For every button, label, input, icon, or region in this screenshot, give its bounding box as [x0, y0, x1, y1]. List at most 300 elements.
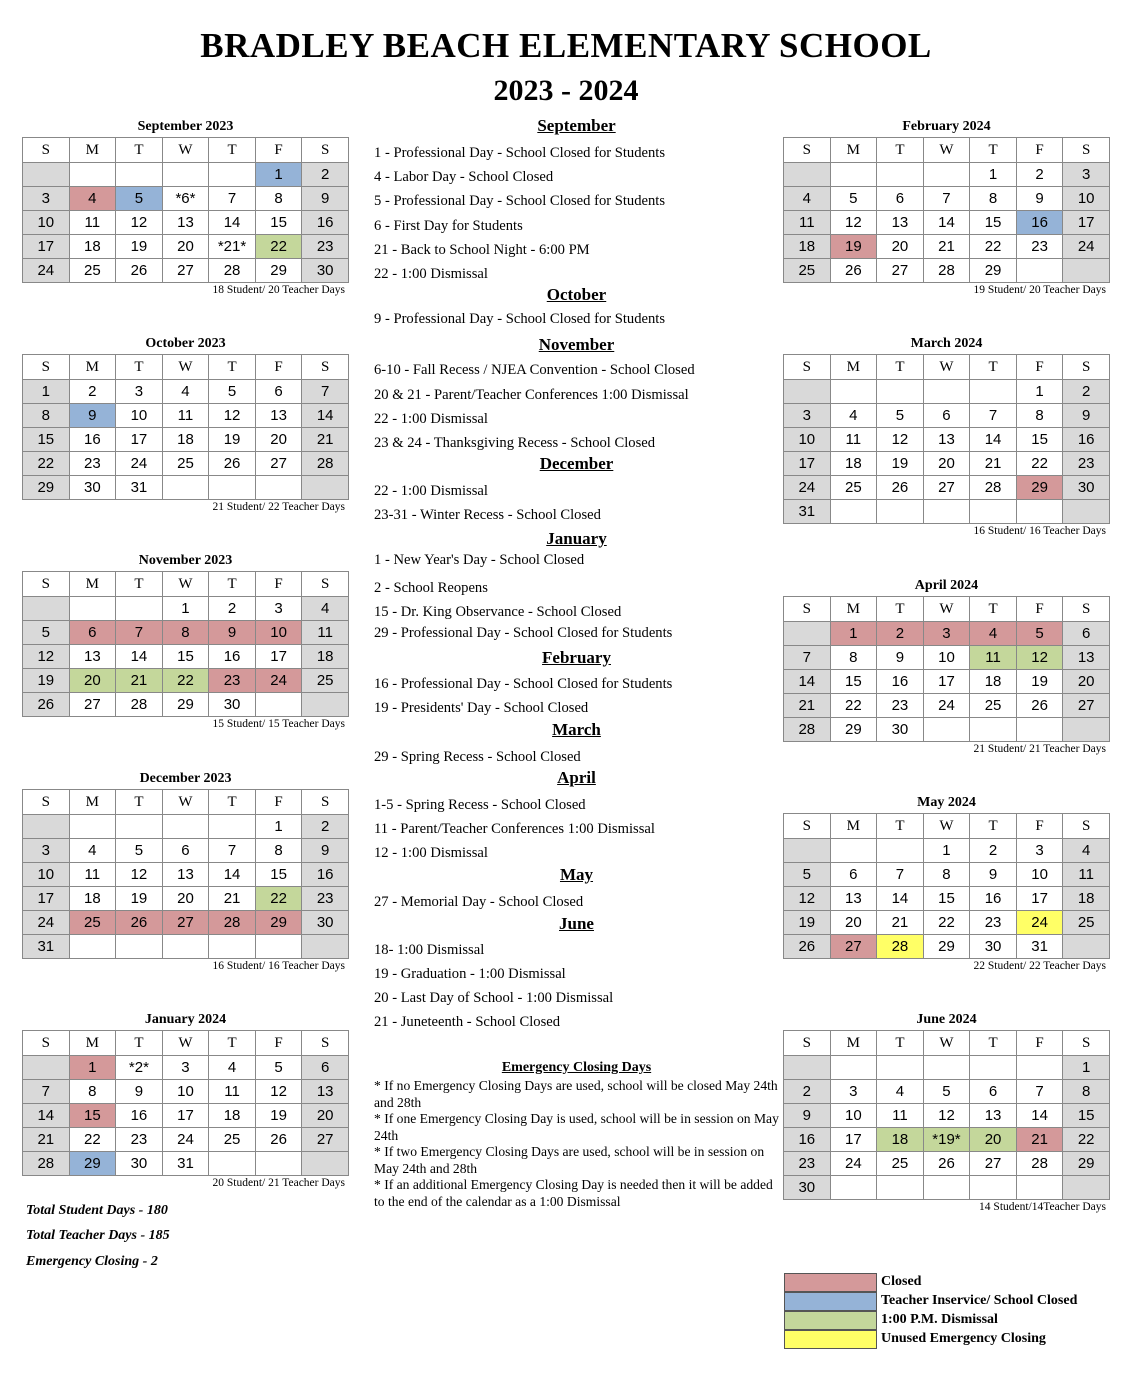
- calendar-day-cell: 3: [1016, 839, 1063, 863]
- calendar-day-cell: 4: [302, 597, 349, 621]
- calendar-day-cell: 4: [877, 1080, 924, 1104]
- calendar-day-cell: 12: [830, 211, 877, 235]
- calendar-week-row: [784, 646, 1110, 670]
- calendar-day-cell: 26: [877, 476, 924, 500]
- calendar-day-cell: 30: [209, 693, 256, 717]
- calendar-day-cell: 16: [209, 645, 256, 669]
- weekday-header: M: [830, 138, 877, 163]
- calendar-month-title: February 2024: [902, 119, 991, 134]
- calendar-day-cell: 7: [784, 646, 831, 670]
- calendar-day-cell: 29: [1016, 476, 1063, 500]
- calendar-day-cell: 15: [255, 863, 302, 887]
- weekday-header: F: [1016, 355, 1063, 380]
- calendar-day-cell: 22: [970, 235, 1017, 259]
- calendar-week-row: [23, 211, 349, 235]
- calendar-day-cell: 13: [162, 863, 209, 887]
- calendar-day-cell: 13: [970, 1104, 1017, 1128]
- calendar-day-cell: [970, 380, 1017, 404]
- calendar-week-row: [23, 235, 349, 259]
- calendar-day-cell: 7: [23, 1080, 70, 1104]
- calendar-day-cell: 15: [162, 645, 209, 669]
- calendar-day-cell: 15: [69, 1104, 116, 1128]
- calendar-grid: [783, 1030, 1110, 1200]
- calendar-day-cell: 25: [877, 1152, 924, 1176]
- calendar-day-cell: [877, 500, 924, 524]
- calendar-day-cell: 1: [162, 597, 209, 621]
- calendar-day-cell: 25: [830, 476, 877, 500]
- event-item: 16 - Professional Day - School Closed for Students: [374, 676, 673, 692]
- calendar-day-cell: 26: [923, 1152, 970, 1176]
- calendar-day-cell: [784, 839, 831, 863]
- calendar-day-cell: 5: [923, 1080, 970, 1104]
- calendar-day-cell: 9: [877, 646, 924, 670]
- calendar-week-row: [23, 1152, 349, 1176]
- calendar-day-cell: [116, 163, 163, 187]
- event-item: 23-31 - Winter Recess - School Closed: [374, 507, 601, 523]
- calendar-day-cell: 19: [255, 1104, 302, 1128]
- events-month-heading: September: [537, 116, 616, 135]
- calendar-day-cell: 11: [970, 646, 1017, 670]
- calendar-day-cell: [877, 839, 924, 863]
- event-item: 6-10 - Fall Recess / NJEA Convention - School Closed: [374, 362, 695, 378]
- weekday-header-row: [784, 597, 1110, 622]
- calendar-day-cell: 10: [23, 863, 70, 887]
- event-item: 19 - Presidents' Day - School Closed: [374, 700, 589, 716]
- calendar-day-cell: 15: [923, 887, 970, 911]
- calendar-day-cell: 4: [784, 187, 831, 211]
- calendar-week-row: [784, 259, 1110, 283]
- calendar-day-cell: 30: [877, 718, 924, 742]
- calendar-day-cell: 25: [69, 259, 116, 283]
- calendar-day-cell: [209, 476, 256, 500]
- weekday-header: W: [923, 355, 970, 380]
- calendar-day-cell: 29: [69, 1152, 116, 1176]
- calendar-day-cell: 6: [877, 187, 924, 211]
- calendar-day-cell: 14: [1016, 1104, 1063, 1128]
- weekday-header: W: [162, 355, 209, 380]
- calendar-day-cell: 5: [23, 621, 70, 645]
- calendar-day-cell: 16: [877, 670, 924, 694]
- weekday-header-row: [23, 790, 349, 815]
- calendar-day-cell: 29: [255, 259, 302, 283]
- calendar-day-cell: 4: [69, 839, 116, 863]
- weekday-header: F: [255, 572, 302, 597]
- calendar-day-cell: [877, 1056, 924, 1080]
- weekday-header: W: [162, 138, 209, 163]
- calendar-day-cell: 26: [209, 452, 256, 476]
- calendar-day-cell: 1: [1063, 1056, 1110, 1080]
- calendar-day-cell: [255, 476, 302, 500]
- calendar-day-cell: 18: [69, 235, 116, 259]
- calendar-day-cell: 28: [923, 259, 970, 283]
- calendar-day-cell: 30: [970, 935, 1017, 959]
- calendar-day-cell: 17: [784, 452, 831, 476]
- calendar-day-cell: [1063, 1176, 1110, 1200]
- event-item: 12 - 1:00 Dismissal: [374, 845, 488, 861]
- weekday-header: S: [784, 355, 831, 380]
- calendar-day-cell: *2*: [116, 1056, 163, 1080]
- event-item: 27 - Memorial Day - School Closed: [374, 894, 584, 910]
- calendar-day-cell: [116, 815, 163, 839]
- calendar-day-cell: 3: [923, 622, 970, 646]
- calendar-day-cell: 14: [23, 1104, 70, 1128]
- calendar-day-cell: 26: [1016, 694, 1063, 718]
- calendar-march-2024: [783, 334, 1110, 538]
- calendar-day-cell: 5: [116, 187, 163, 211]
- calendar-day-cell: 28: [116, 693, 163, 717]
- weekday-header: T: [209, 355, 256, 380]
- calendar-grid: [22, 354, 349, 500]
- calendar-day-cell: 19: [23, 669, 70, 693]
- calendar-day-cell: [970, 718, 1017, 742]
- calendar-week-row: [784, 500, 1110, 524]
- calendar-day-cell: [23, 1056, 70, 1080]
- calendar-week-row: [784, 380, 1110, 404]
- calendar-day-cell: 24: [830, 1152, 877, 1176]
- weekday-header: S: [1063, 138, 1110, 163]
- calendar-day-cell: *21*: [209, 235, 256, 259]
- weekday-header: S: [23, 790, 70, 815]
- calendar-grid: [783, 813, 1110, 959]
- calendar-day-cell: 31: [162, 1152, 209, 1176]
- weekday-header: W: [923, 138, 970, 163]
- calendar-day-cell: 20: [255, 428, 302, 452]
- weekday-header-row: [784, 814, 1110, 839]
- calendar-day-cell: 29: [923, 935, 970, 959]
- calendar-day-cell: 17: [23, 235, 70, 259]
- weekday-header: W: [162, 790, 209, 815]
- calendar-day-cell: 19: [1016, 670, 1063, 694]
- calendar-day-cell: 25: [209, 1128, 256, 1152]
- calendar-day-cell: [69, 815, 116, 839]
- calendar-day-cell: 13: [923, 428, 970, 452]
- calendar-day-cell: 12: [923, 1104, 970, 1128]
- calendar-day-cell: 22: [69, 1128, 116, 1152]
- calendar-day-cell: 9: [1016, 187, 1063, 211]
- calendar-day-cell: [1063, 718, 1110, 742]
- calendar-day-cell: 27: [162, 911, 209, 935]
- calendar-day-cell: 6: [830, 863, 877, 887]
- calendar-day-cell: [830, 500, 877, 524]
- calendar-day-cell: [970, 1176, 1017, 1200]
- calendar-day-cell: 24: [784, 476, 831, 500]
- calendar-day-cell: [209, 163, 256, 187]
- calendar-day-cell: 31: [784, 500, 831, 524]
- calendar-week-row: [23, 404, 349, 428]
- event-item: 29 - Spring Recess - School Closed: [374, 749, 581, 765]
- weekday-header: T: [970, 1031, 1017, 1056]
- weekday-header: S: [23, 572, 70, 597]
- calendar-day-cell: [1016, 1176, 1063, 1200]
- calendar-day-cell: 14: [784, 670, 831, 694]
- calendar-day-cell: [209, 815, 256, 839]
- calendar-grid: [22, 789, 349, 959]
- calendar-day-cell: 1: [970, 163, 1017, 187]
- event-item: 29 - Professional Day - School Closed for Students: [374, 625, 673, 641]
- calendar-week-row: [23, 187, 349, 211]
- calendar-grid: [783, 354, 1110, 524]
- event-item: 9 - Professional Day - School Closed for Students: [374, 311, 666, 327]
- calendar-day-cell: 25: [162, 452, 209, 476]
- calendar-day-cell: [970, 1056, 1017, 1080]
- calendar-day-cell: 4: [1063, 839, 1110, 863]
- calendar-day-cell: 12: [116, 211, 163, 235]
- calendar-week-row: [784, 1176, 1110, 1200]
- calendar-week-row: [23, 935, 349, 959]
- calendar-day-cell: 26: [23, 693, 70, 717]
- calendar-day-cell: 30: [1063, 476, 1110, 500]
- calendar-day-cell: 13: [830, 887, 877, 911]
- calendar-day-cell: 21: [302, 428, 349, 452]
- calendar-day-cell: 12: [877, 428, 924, 452]
- calendar-day-cell: 20: [877, 235, 924, 259]
- event-item: 19 - Graduation - 1:00 Dismissal: [374, 966, 566, 982]
- calendar-day-cell: 10: [830, 1104, 877, 1128]
- calendar-day-cell: [784, 380, 831, 404]
- calendar-day-cell: 19: [209, 428, 256, 452]
- calendar-day-cell: 28: [209, 259, 256, 283]
- calendar-day-cell: [23, 597, 70, 621]
- weekday-header: S: [1063, 1031, 1110, 1056]
- calendar-day-cell: 27: [970, 1152, 1017, 1176]
- calendar-november-2023: [22, 551, 349, 731]
- calendar-day-cell: 10: [1016, 863, 1063, 887]
- calendar-day-cell: 15: [1063, 1104, 1110, 1128]
- calendar-day-cell: 29: [1063, 1152, 1110, 1176]
- calendar-day-cell: 3: [255, 597, 302, 621]
- calendar-week-row: [23, 1128, 349, 1152]
- event-item: 21 - Juneteenth - School Closed: [374, 1014, 561, 1030]
- calendar-day-cell: 6: [162, 839, 209, 863]
- weekday-header: T: [209, 1031, 256, 1056]
- calendar-day-cell: 18: [69, 887, 116, 911]
- calendar-week-row: [23, 645, 349, 669]
- calendar-week-row: [23, 863, 349, 887]
- weekday-header: T: [970, 597, 1017, 622]
- calendar-week-row: [784, 863, 1110, 887]
- calendar-week-row: [784, 670, 1110, 694]
- calendar-day-cell: 26: [255, 1128, 302, 1152]
- event-item: 22 - 1:00 Dismissal: [374, 483, 488, 499]
- calendar-grid: [22, 571, 349, 717]
- calendar-day-cell: 24: [116, 452, 163, 476]
- calendar-day-cell: 9: [302, 187, 349, 211]
- weekday-header-row: [784, 355, 1110, 380]
- calendar-week-row: [784, 718, 1110, 742]
- calendar-day-cell: 17: [1016, 887, 1063, 911]
- calendar-day-cell: 3: [1063, 163, 1110, 187]
- calendar-day-cell: 28: [970, 476, 1017, 500]
- calendar-week-row: [23, 597, 349, 621]
- calendar-day-cell: 4: [69, 187, 116, 211]
- calendar-day-cell: 23: [69, 452, 116, 476]
- calendar-day-cell: [923, 718, 970, 742]
- school-year: 2023 - 2024: [493, 74, 639, 107]
- calendar-day-cell: 11: [1063, 863, 1110, 887]
- weekday-header: T: [116, 1031, 163, 1056]
- calendar-month-title: September 2023: [137, 119, 234, 134]
- weekday-header: F: [1016, 814, 1063, 839]
- calendar-june-2024: [783, 1010, 1110, 1214]
- event-item: 20 & 21 - Parent/Teacher Conferences 1:00 Dismissal: [374, 387, 689, 403]
- calendar-day-cell: 1: [255, 163, 302, 187]
- event-item: 22 - 1:00 Dismissal: [374, 411, 488, 427]
- calendar-day-cell: 23: [1063, 452, 1110, 476]
- calendar-day-cell: 4: [830, 404, 877, 428]
- calendar-day-cell: 12: [784, 887, 831, 911]
- calendar-day-cell: 27: [162, 259, 209, 283]
- calendar-day-cell: [23, 163, 70, 187]
- calendar-day-cell: 20: [302, 1104, 349, 1128]
- calendar-day-cell: 20: [69, 669, 116, 693]
- calendar-week-row: [784, 839, 1110, 863]
- calendar-day-cell: [923, 1176, 970, 1200]
- calendar-day-cell: 27: [69, 693, 116, 717]
- calendar-week-row: [23, 163, 349, 187]
- events-month-heading: June: [559, 914, 594, 933]
- calendar-day-cell: 18: [162, 428, 209, 452]
- emergency-note: * If an additional Emergency Closing Day is needed then it will be added to the end of the calendar as a 1:00 Dismissal: [374, 1177, 773, 1209]
- calendar-day-cell: 20: [162, 235, 209, 259]
- calendar-day-cell: 12: [23, 645, 70, 669]
- calendar-day-cell: 14: [209, 211, 256, 235]
- calendar-day-cell: 1: [255, 815, 302, 839]
- calendar-day-cell: 2: [209, 597, 256, 621]
- events-month-heading: November: [538, 335, 615, 354]
- calendar-week-row: [784, 1128, 1110, 1152]
- weekday-header: M: [69, 572, 116, 597]
- calendar-day-cell: 24: [23, 259, 70, 283]
- calendar-month-title: November 2023: [138, 553, 233, 568]
- calendar-grid: [783, 596, 1110, 742]
- calendar-day-cell: 30: [302, 911, 349, 935]
- calendar-day-cell: 7: [877, 863, 924, 887]
- legend-label: Teacher Inservice/ School Closed: [881, 1293, 1078, 1308]
- calendar-day-cell: 5: [877, 404, 924, 428]
- calendar-day-cell: 24: [23, 911, 70, 935]
- calendar-day-cell: 28: [877, 935, 924, 959]
- calendar-day-count: 21 Student/ 22 Teacher Days: [212, 501, 345, 513]
- calendar-day-cell: [1016, 500, 1063, 524]
- calendar-day-cell: 22: [162, 669, 209, 693]
- calendar-day-cell: 20: [923, 452, 970, 476]
- calendar-day-cell: 3: [23, 839, 70, 863]
- weekday-header: W: [162, 1031, 209, 1056]
- calendar-month-title: June 2024: [916, 1012, 977, 1027]
- weekday-header: W: [923, 597, 970, 622]
- calendar-week-row: [784, 211, 1110, 235]
- emergency-note: * If two Emergency Closing Days are used, school will be in session on May 24th and 28th: [374, 1144, 765, 1176]
- calendar-day-cell: [970, 500, 1017, 524]
- calendar-day-cell: 3: [23, 187, 70, 211]
- calendar-day-cell: 23: [877, 694, 924, 718]
- calendar-day-cell: 6: [255, 380, 302, 404]
- weekday-header: S: [302, 1031, 349, 1056]
- weekday-header: F: [255, 790, 302, 815]
- calendar-day-cell: 27: [830, 935, 877, 959]
- calendar-day-cell: 11: [830, 428, 877, 452]
- calendar-day-cell: 3: [116, 380, 163, 404]
- calendar-day-cell: 11: [302, 621, 349, 645]
- weekday-header: T: [970, 138, 1017, 163]
- calendar-day-cell: 16: [970, 887, 1017, 911]
- calendar-day-cell: 14: [302, 404, 349, 428]
- calendar-week-row: [784, 694, 1110, 718]
- calendar-day-cell: 11: [69, 211, 116, 235]
- calendar-day-cell: 2: [1016, 163, 1063, 187]
- calendar-grid: [22, 1030, 349, 1176]
- calendar-day-cell: 7: [1016, 1080, 1063, 1104]
- event-item: 15 - Dr. King Observance - School Closed: [374, 604, 622, 620]
- calendar-week-row: [23, 1056, 349, 1080]
- emergency-note: * If no Emergency Closing Days are used, school will be closed May 24th and 28th: [374, 1078, 778, 1110]
- calendar-day-cell: 28: [784, 718, 831, 742]
- emergency-closing-notes: [374, 1060, 779, 1210]
- calendar-week-row: [784, 1104, 1110, 1128]
- calendar-day-cell: [923, 1056, 970, 1080]
- weekday-header: T: [877, 355, 924, 380]
- calendar-day-cell: 8: [970, 187, 1017, 211]
- calendar-day-cell: 6: [302, 1056, 349, 1080]
- calendar-day-cell: 1: [69, 1056, 116, 1080]
- calendar-day-cell: [255, 693, 302, 717]
- legend-label: Closed: [881, 1274, 922, 1289]
- calendar-day-cell: 7: [302, 380, 349, 404]
- weekday-header: M: [69, 138, 116, 163]
- calendar-day-cell: 18: [784, 235, 831, 259]
- calendar-january-2024: [22, 1010, 349, 1190]
- calendar-day-cell: 9: [209, 621, 256, 645]
- calendar-day-cell: 7: [970, 404, 1017, 428]
- calendar-day-cell: [1063, 935, 1110, 959]
- event-item: 11 - Parent/Teacher Conferences 1:00 Dismissal: [374, 821, 655, 837]
- calendar-day-cell: 8: [830, 646, 877, 670]
- calendar-day-cell: 21: [209, 887, 256, 911]
- weekday-header: M: [830, 355, 877, 380]
- emergency-closing-total: Emergency Closing - 2: [26, 1254, 158, 1269]
- calendar-week-row: [784, 911, 1110, 935]
- calendar-day-cell: 3: [784, 404, 831, 428]
- calendar-day-cell: 10: [23, 211, 70, 235]
- calendar-day-cell: [116, 935, 163, 959]
- calendar-day-count: 20 Student/ 21 Teacher Days: [212, 1177, 345, 1189]
- weekday-header: F: [255, 355, 302, 380]
- calendar-week-row: [784, 404, 1110, 428]
- calendar-day-cell: 24: [923, 694, 970, 718]
- calendar-day-cell: [830, 839, 877, 863]
- calendar-october-2023: [22, 334, 349, 514]
- calendar-day-cell: 27: [255, 452, 302, 476]
- weekday-header: W: [923, 814, 970, 839]
- legend-swatch: [784, 1311, 877, 1330]
- calendar-day-cell: 6: [69, 621, 116, 645]
- weekday-header: M: [830, 1031, 877, 1056]
- calendar-week-row: [784, 428, 1110, 452]
- calendar-day-cell: 16: [116, 1104, 163, 1128]
- calendar-day-cell: 1: [23, 380, 70, 404]
- calendar-day-cell: 18: [209, 1104, 256, 1128]
- calendar-week-row: [784, 187, 1110, 211]
- calendar-day-count: 18 Student/ 20 Teacher Days: [212, 284, 345, 296]
- calendar-day-cell: 18: [1063, 887, 1110, 911]
- calendar-day-cell: [69, 597, 116, 621]
- calendar-day-cell: 10: [116, 404, 163, 428]
- calendar-day-cell: 8: [1063, 1080, 1110, 1104]
- weekday-header: S: [1063, 355, 1110, 380]
- calendar-day-cell: [830, 1056, 877, 1080]
- weekday-header: W: [162, 572, 209, 597]
- calendar-day-cell: [877, 380, 924, 404]
